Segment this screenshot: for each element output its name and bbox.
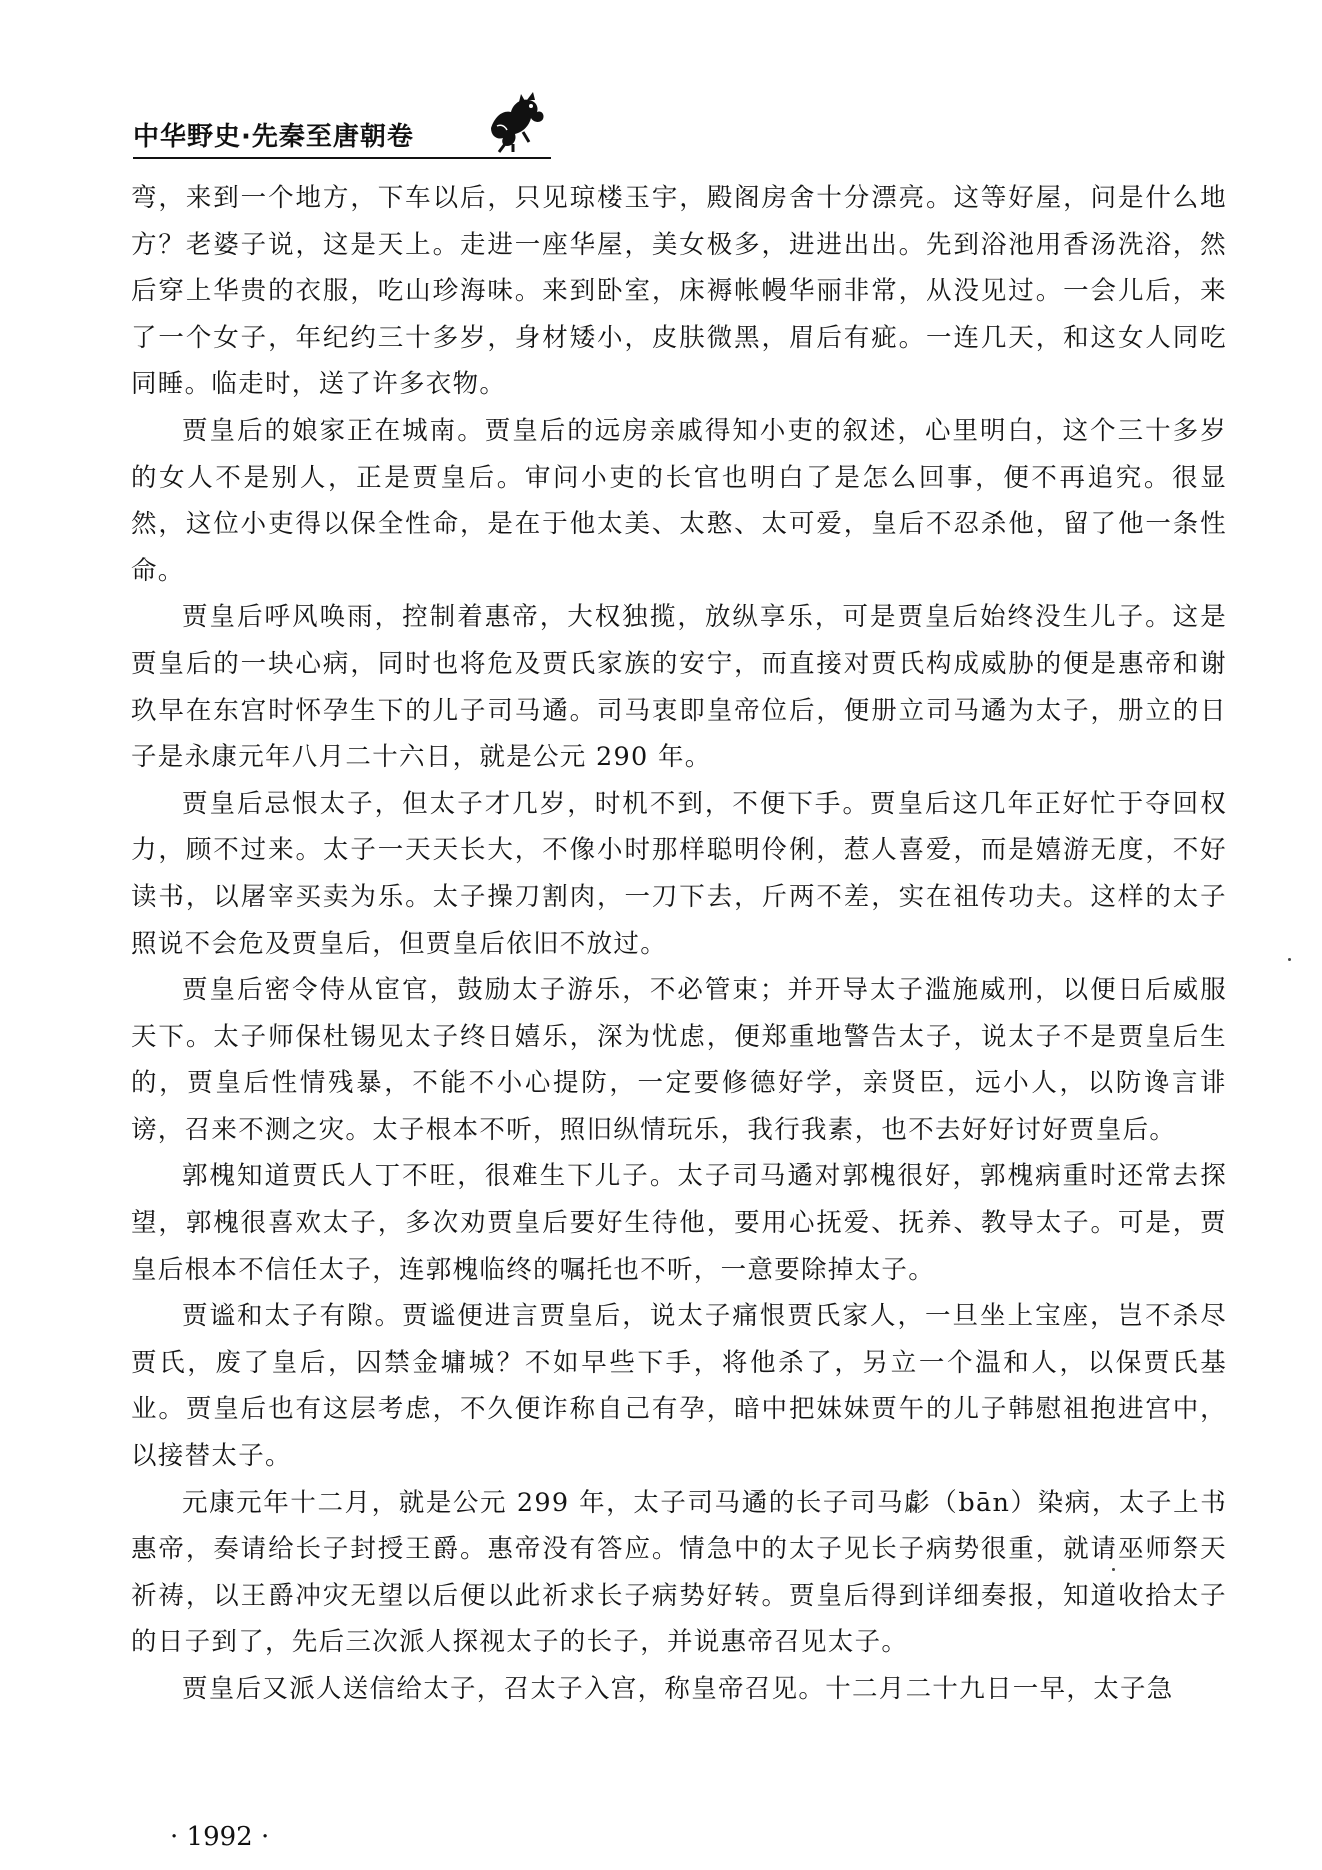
page-number: · 1992 · — [170, 1822, 270, 1852]
header-rule — [133, 157, 551, 159]
book-title: 中华野史·先秦至唐朝卷 — [133, 122, 414, 152]
running-header — [133, 88, 553, 158]
paragraph: 郭槐知道贾氏人丁不旺，很难生下儿子。太子司马遹对郭槐很好，郭槐病重时还常去探望，郭槐很喜欢太子，多次劝贾皇后要好生待他，要用心抚爱、抚养、教导太子。可是，贾皇后根本不信任太子，连郭槐临终的嘱托也不听，一意要除掉太子。 — [131, 1161, 1227, 1285]
paragraph: 贾谧和太子有隙。贾谧便进言贾皇后，说太子痛恨贾氏家人，一旦坐上宝座，岂不杀尽贾氏，废了皇后，囚禁金墉城？不如早些下手，将他杀了，另立一个温和人，以保贾氏基业。贾皇后也有这层考虑，不久便诈称自己有孕，暗中把妹妹贾午的儿子韩慰祖抱进宫中，以接替太子。 — [131, 1301, 1227, 1472]
paragraph: 贾皇后忌恨太子，但太子才几岁，时机不到，不便下手。贾皇后这几年正好忙于夺回权力，顾不过来。太子一天天长大，不像小时那样聪明伶俐，惹人喜爱，而是嬉游无度，不好读书，以屠宰买卖为乐。太子操刀割肉，一刀下去，斤两不差，实在祖传功夫。这样的太子照说不会危及贾皇后，但贾皇后依旧不放过。 — [131, 788, 1227, 959]
paragraph: 弯，来到一个地方，下车以后，只见琼楼玉宇，殿阁房舍十分漂亮。这等好屋，问是什么地方？老婆子说，这是天上。走进一座华屋，美女极多，进进出出。先到浴池用香汤洗浴，然后穿上华贵的衣服，吃山珍海味。来到卧室，床褥帐幔华丽非常，从没见过。一会儿后，来了一个女子，年纪约三十多岁，身材矮小，皮肤微黑，眉后有疵。一连几天，和这女人同吃同睡。临走时，送了许多衣物。 — [131, 183, 1227, 400]
paragraph: 元康元年十二月，就是公元 299 年，太子司马遹的长子司马虨（bān）染病，太子上书惠帝，奏请给长子封授王爵。惠帝没有答应。情急中的太子见长子病势很重，就请巫师祭天祈祷，以王爵冲灾无望以后便以此祈求长子病势好转。贾皇后得到详细奏报，知道收拾太子的日子到了，先后三次派人探视太子的长子，并说惠帝召见太子。 — [131, 1487, 1227, 1658]
paragraph: 贾皇后的娘家正在城南。贾皇后的远房亲戚得知小吏的叙述，心里明白，这个三十多岁的女人不是别人，正是贾皇后。审问小吏的长官也明白了是怎么回事，便不再追究。很显然，这位小吏得以保全性命，是在于他太美、太憨、太可爱，皇后不忍杀他，留了他一条性命。 — [131, 415, 1227, 586]
paragraph: 贾皇后呼风唤雨，控制着惠帝，大权独揽，放纵享乐，可是贾皇后始终没生儿子。这是贾皇后的一块心病，同时也将危及贾氏家族的安宁，而直接对贾氏构成威胁的便是惠帝和谢玖早在东宫时怀孕生下的儿子司马遹。司马衷即皇帝位后，便册立司马遹为太子，册立的日子是永康元年八月二十六日，就是公元 290 年。 — [131, 602, 1227, 773]
dragon-emblem-icon — [483, 88, 549, 154]
body-text — [131, 175, 1227, 1713]
scan-speck — [1112, 1568, 1115, 1571]
paragraph: 贾皇后密令侍从宦官，鼓励太子游乐，不必管束；并开导太子滥施威刑，以便日后威服天下。太子师保杜锡见太子终日嬉乐，深为忧虑，便郑重地警告太子，说太子不是贾皇后生的，贾皇后性情残暴，不能不小心提防，一定要修德好学，亲贤臣，远小人，以防谗言诽谤，召来不测之灾。太子根本不听，照旧纵情玩乐，我行我素，也不去好好讨好贾皇后。 — [131, 975, 1227, 1145]
paragraph: 贾皇后又派人送信给太子，召太子入宫，称皇帝召见。十二月二十九日一早，太子急 — [182, 1674, 1174, 1704]
scan-speck — [1288, 958, 1291, 961]
